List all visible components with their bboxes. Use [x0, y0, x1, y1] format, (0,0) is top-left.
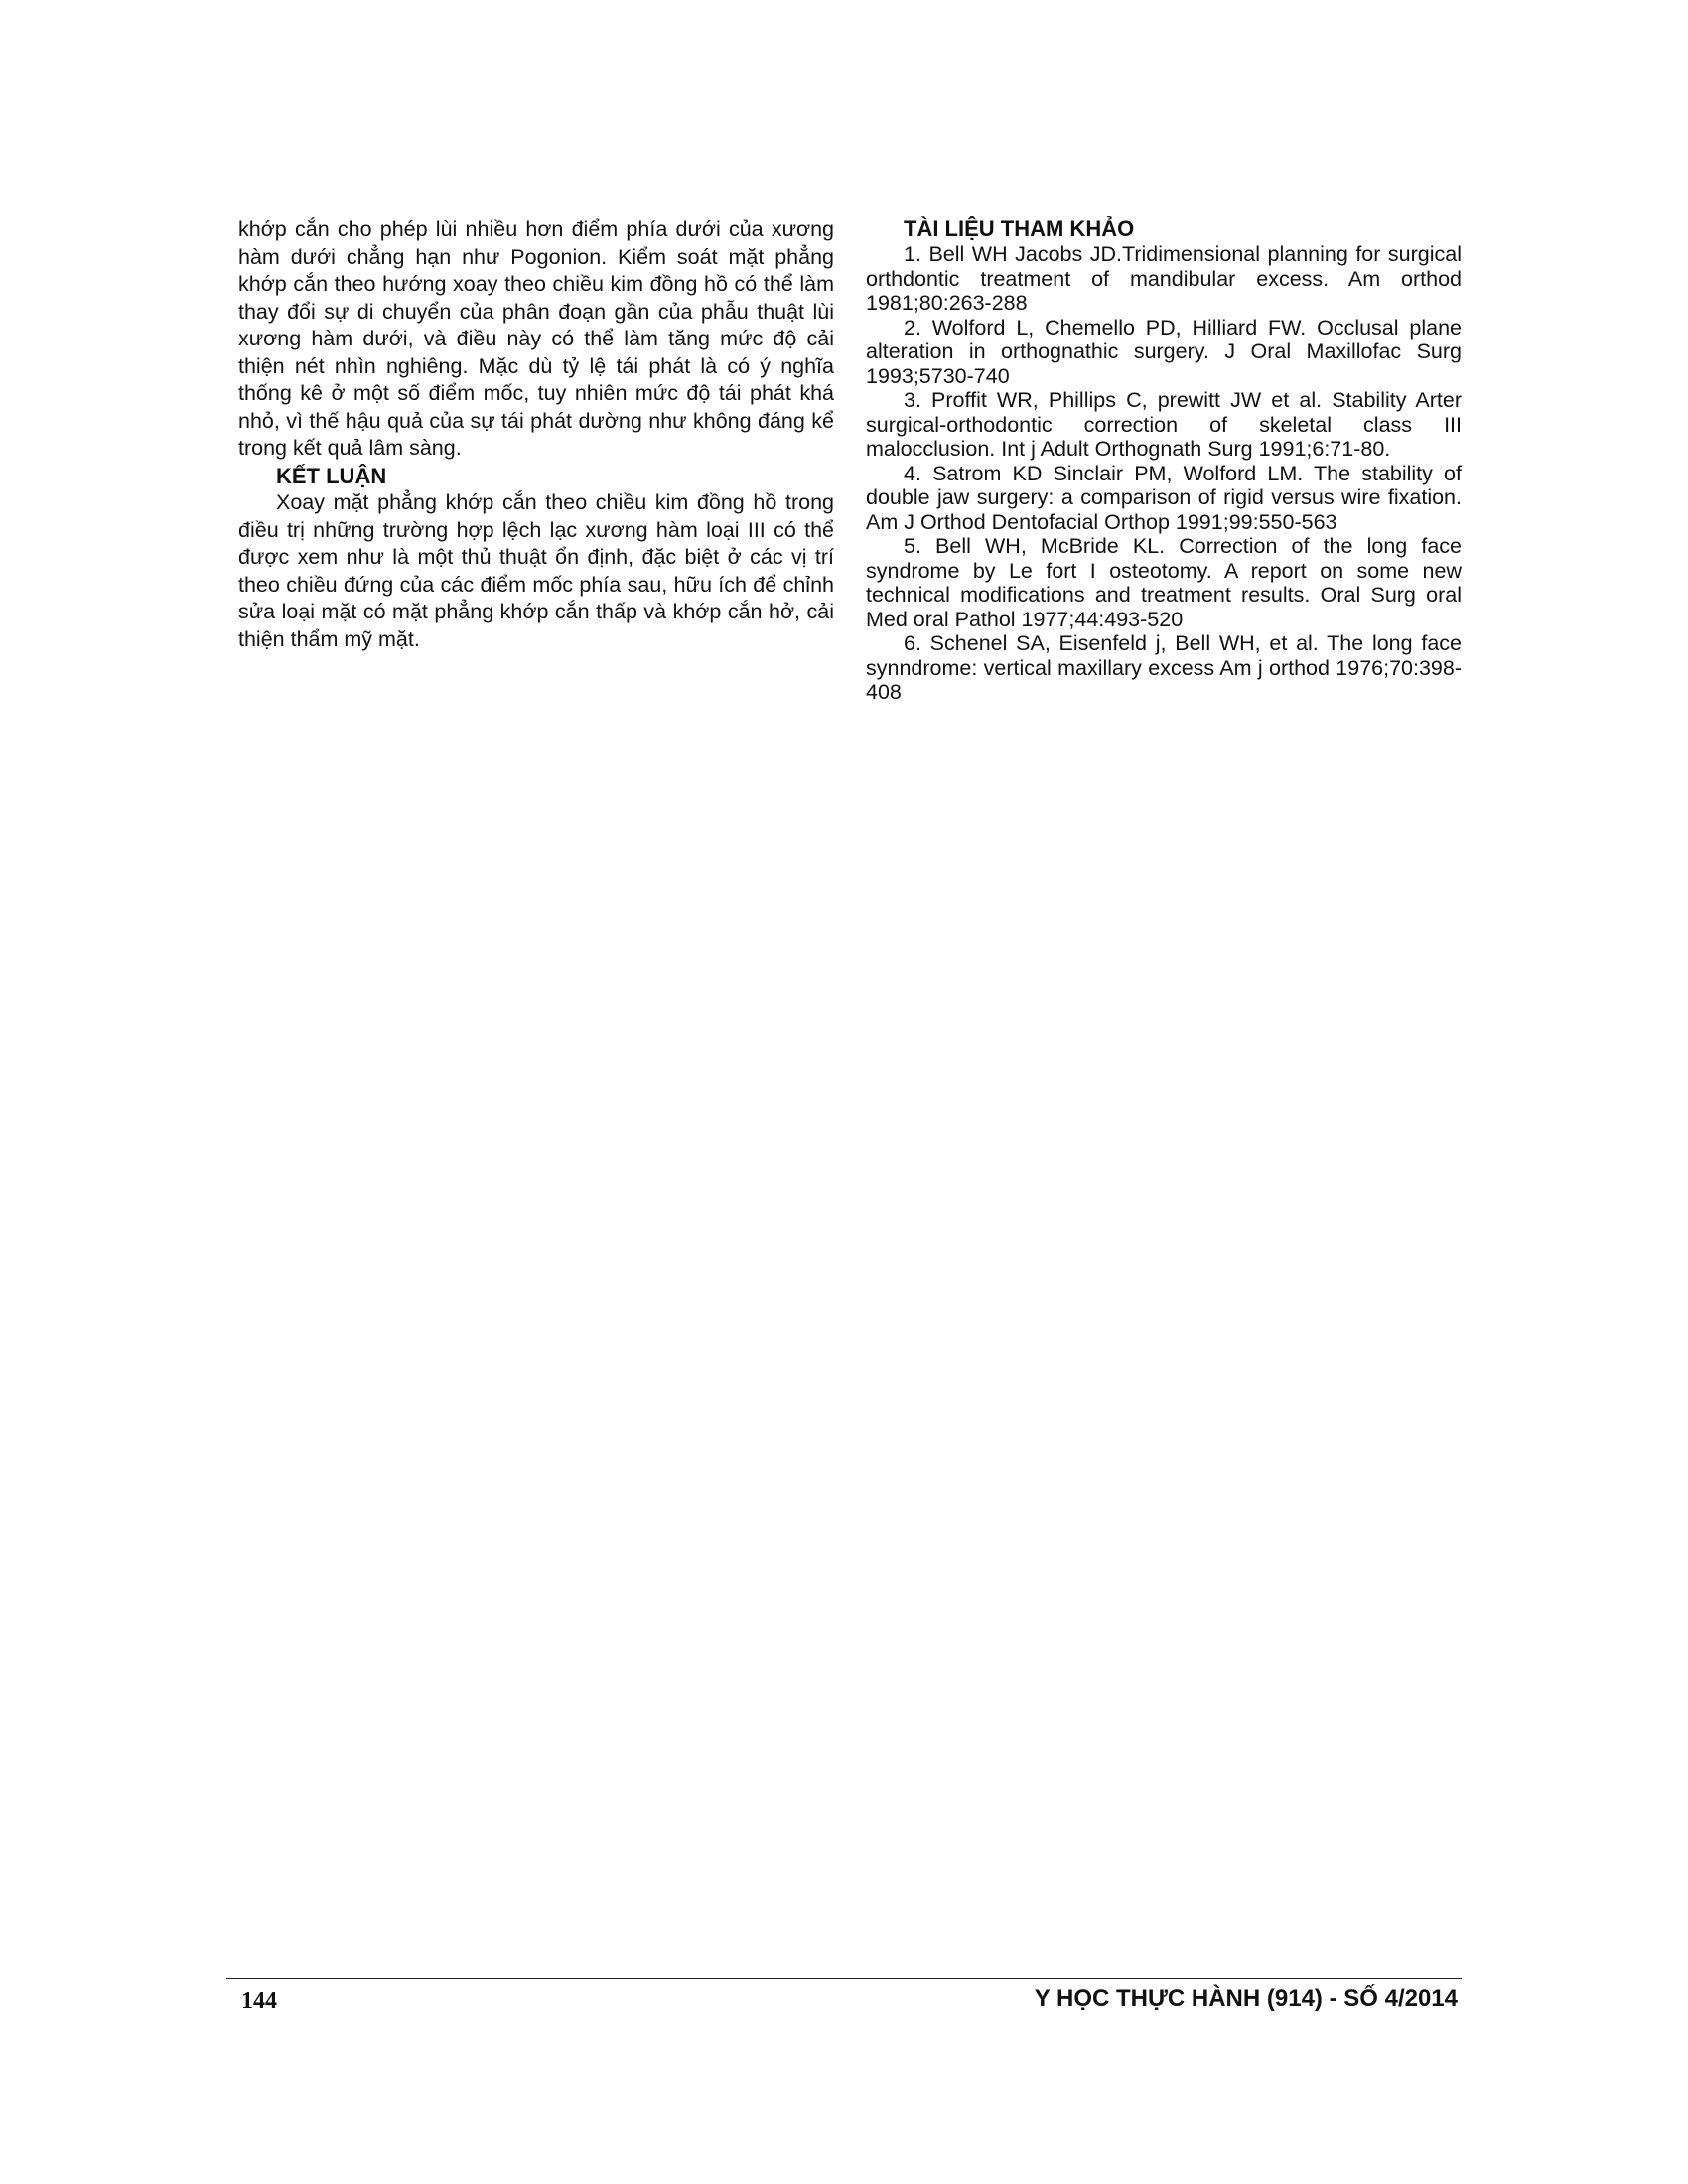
reference-item: 5. Bell WH, McBride KL. Correction of the long face syndrome by Le fort I osteotomy. A report on some new technical modifications and treatment results. Oral Surg oral Med oral Pathol 1977;44:493-520: [866, 534, 1462, 631]
reference-item: 6. Schenel SA, Eisenfeld j, Bell WH, et al. The long face synndrome: vertical maxillary excess Am j orthod 1976;70:398-408: [866, 631, 1462, 704]
page-number: 144: [241, 1988, 277, 2014]
references-column: [866, 216, 1462, 705]
conclusion-paragraph: Xoay mặt phẳng khớp cắn theo chiều kim đồng hồ trong điều trị những trường hợp lệch lạc xương hàm loại III có thể được xem như là một thủ thuật ổn định, đặc biệt ở các vị trí theo chiều đứng của các điểm mốc phía sau, hữu ích để chỉnh sửa loại mặt có mặt phẳng khớp cắn thấp và khớp cắn hở, cải thiện thẩm mỹ mặt.: [238, 490, 834, 651]
footer-divider: [226, 1978, 1462, 1979]
conclusion-heading: KẾT LUẬN: [276, 463, 387, 488]
references-heading: TÀI LIỆU THAM KHẢO: [904, 216, 1135, 241]
left-column: [238, 216, 834, 653]
reference-item: 1. Bell WH Jacobs JD.Tridimensional planning for surgical orthdontic treatment of mandibular excess. Am orthod 1981;80:263-288: [866, 242, 1462, 315]
reference-item: 3. Proffit WR, Phillips C, prewitt JW et al. Stability Arter surgical-orthodontic correction of skeletal class III malocclusion. Int j Adult Orthognath Surg 1991;6:71-80.: [866, 388, 1462, 461]
discussion-paragraph: khớp cắn cho phép lùi nhiều hơn điểm phía dưới của xương hàm dưới chẳng hạn như Pogonion. Kiểm soát mặt phẳng khớp cắn theo hướng xoay theo chiều kim đồng hồ có thể làm thay đổi sự di chuyển của phân đoạn gần của phẫu thuật lùi xương hàm dưới, và điều này có thể làm tăng mức độ cải thiện nét nhìn nghiêng. Mặc dù tỷ lệ tái phát là có ý nghĩa thống kê ở một số điểm mốc, tuy nhiên mức độ tái phát khá nhỏ, vì thế hậu quả của sự tái phát dường như không đáng kể trong kết quả lâm sàng.: [238, 217, 834, 460]
reference-item: 4. Satrom KD Sinclair PM, Wolford LM. The stability of double jaw surgery: a comparison of rigid versus wire fixation. Am J Orthod Dentofacial Orthop 1991;99:550-563: [866, 461, 1462, 534]
reference-item: 2. Wolford L, Chemello PD, Hilliard FW. Occlusal plane alteration in orthognathic surgery. J Oral Maxillofac Surg 1993;5730-740: [866, 315, 1462, 388]
journal-title: Y HỌC THỰC HÀNH (914) - SỐ 4/2014: [1034, 1985, 1458, 2012]
